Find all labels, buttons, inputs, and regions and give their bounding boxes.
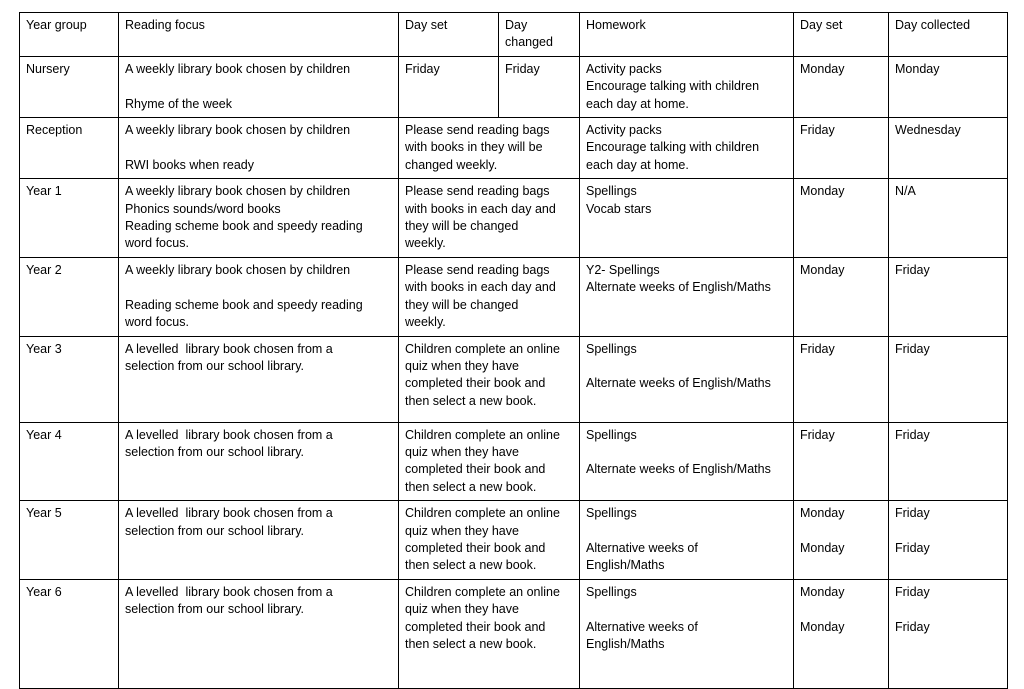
cell-text-line: Friday (895, 427, 930, 442)
cell-day-set-2 (794, 336, 889, 422)
cell-reading-focus (119, 501, 399, 580)
cell-year-group (20, 179, 119, 258)
column-header-homework (580, 13, 794, 57)
cell-text-line: with books in they will be (405, 140, 543, 155)
cell-text-line: Friday (895, 506, 930, 521)
cell-day-collected (889, 118, 1008, 179)
cell-text-line: each day at home. (586, 157, 689, 172)
cell-text-line: Activity packs (586, 61, 662, 76)
table-header (20, 13, 1008, 57)
cell-text-line: N/A (895, 184, 916, 199)
cell-day-set-1 (399, 501, 580, 580)
cell-text-line: word focus. (125, 315, 189, 330)
column-header-day-set-2 (794, 13, 889, 57)
cell-text-line: Day set (405, 18, 448, 32)
cell-text-line: Vocab stars (586, 201, 652, 216)
cell-text-line: selection from our school library. (125, 602, 305, 617)
cell-text-line: Children complete an online (405, 584, 560, 599)
table-body (20, 56, 1008, 688)
cell-text-line: Encourage talking with children (586, 79, 760, 94)
column-header-day-set-1 (399, 13, 499, 57)
cell-year-group (20, 422, 119, 501)
cell-text-line: Monday (800, 540, 845, 555)
cell-text-line: Spellings (586, 584, 637, 599)
cell-text-line: Day collected (895, 18, 971, 32)
cell-text-line: Rhyme of the week (125, 96, 232, 111)
cell-text-line (125, 139, 392, 156)
cell-homework (580, 118, 794, 179)
cell-text-line (895, 601, 1001, 618)
cell-text-line: A levelled library book chosen from a (125, 506, 333, 521)
column-header-year-group (20, 13, 119, 57)
cell-text-line: Year group (26, 18, 87, 32)
cell-text-line: Nursery (26, 61, 70, 76)
cell-text-line: English/Maths (586, 558, 665, 573)
cell-text-line: Alternative weeks of (586, 619, 698, 634)
cell-text-line: weekly. (405, 236, 446, 251)
cell-reading-focus (119, 579, 399, 688)
cell-text-line: then select a new book. (405, 636, 537, 651)
cell-year-group (20, 56, 119, 117)
cell-text-line: Monday (800, 262, 845, 277)
cell-text-line: Alternate weeks of English/Maths (586, 462, 771, 477)
cell-text-line: Monday (800, 506, 845, 521)
cell-text-line: Reading scheme book and speedy reading (125, 219, 363, 234)
cell-reading-focus (119, 336, 399, 422)
table-row (20, 179, 1008, 258)
cell-text-line: Friday (895, 540, 930, 555)
cell-day-set-1 (399, 257, 580, 336)
cell-text-line: Please send reading bags (405, 184, 550, 199)
cell-text-line: Monday (800, 61, 845, 76)
cell-text-line: Day (505, 18, 528, 32)
cell-text-line: Homework (586, 18, 646, 32)
cell-text-line: Friday (895, 341, 930, 356)
cell-day-collected (889, 257, 1008, 336)
cell-text-line: completed their book and (405, 462, 546, 477)
cell-year-group (20, 336, 119, 422)
cell-text-line: quiz when they have (405, 523, 519, 538)
cell-text-line: RWI books when ready (125, 157, 254, 172)
cell-text-line: Reception (26, 123, 83, 138)
cell-day-collected (889, 501, 1008, 580)
cell-text-line: changed weekly. (405, 157, 498, 172)
cell-day-set-2 (794, 501, 889, 580)
cell-text-line: selection from our school library. (125, 444, 305, 459)
cell-text-line: then select a new book. (405, 479, 537, 494)
cell-text-line: Please send reading bags (405, 262, 550, 277)
cell-day-set-2 (794, 179, 889, 258)
cell-text-line: quiz when they have (405, 358, 519, 373)
cell-text-line: Alternate weeks of English/Maths (586, 376, 771, 391)
cell-day-set-2 (794, 422, 889, 501)
cell-day-set-1 (399, 579, 580, 688)
cell-text-line: weekly. (405, 315, 446, 330)
cell-day-collected (889, 579, 1008, 688)
cell-homework (580, 501, 794, 580)
cell-day-set-1 (399, 422, 580, 501)
cell-day-set-1 (399, 179, 580, 258)
cell-homework (580, 179, 794, 258)
cell-homework (580, 257, 794, 336)
cell-text-line: A weekly library book chosen by children (125, 123, 351, 138)
cell-text-line: Monday (895, 61, 940, 76)
cell-text-line (586, 523, 787, 540)
cell-day-set-1 (399, 336, 580, 422)
cell-text-line: A weekly library book chosen by children (125, 262, 351, 277)
cell-text-line (125, 78, 392, 95)
cell-reading-focus (119, 422, 399, 501)
cell-text-line (586, 444, 787, 461)
cell-day-collected (889, 179, 1008, 258)
cell-text-line: Spellings (586, 506, 637, 521)
cell-text-line: Monday (800, 584, 845, 599)
cell-text-line: with books in each day and (405, 280, 556, 295)
cell-text-line (800, 601, 882, 618)
cell-day-changed (499, 56, 580, 117)
cell-text-line: Children complete an online (405, 427, 560, 442)
table-row (20, 501, 1008, 580)
cell-year-group (20, 257, 119, 336)
cell-text-line: Y2- Spellings (586, 262, 660, 277)
cell-text-line: Friday (895, 619, 930, 634)
cell-text-line: selection from our school library. (125, 358, 305, 373)
cell-text-line: Activity packs (586, 123, 662, 138)
cell-text-line: Reading scheme book and speedy reading (125, 297, 363, 312)
cell-text-line (586, 358, 787, 375)
table-row (20, 336, 1008, 422)
cell-text-line: word focus. (125, 236, 189, 251)
cell-day-set-2 (794, 579, 889, 688)
table-row (20, 257, 1008, 336)
reading-homework-overview-table (19, 12, 1008, 689)
cell-text-line: Reading focus (125, 18, 205, 32)
cell-text-line: A levelled library book chosen from a (125, 341, 333, 356)
cell-text-line: Monday (800, 619, 845, 634)
cell-text-line: Friday (895, 584, 930, 599)
cell-homework (580, 56, 794, 117)
cell-day-collected (889, 56, 1008, 117)
cell-day-set-2 (794, 257, 889, 336)
cell-text-line: Monday (800, 184, 845, 199)
cell-reading-focus (119, 56, 399, 117)
cell-reading-focus (119, 257, 399, 336)
cell-reading-focus (119, 118, 399, 179)
cell-text-line: Year 4 (26, 427, 62, 442)
cell-day-set-1 (399, 118, 580, 179)
cell-text-line: Spellings (586, 341, 637, 356)
cell-day-set-2 (794, 118, 889, 179)
table-row (20, 422, 1008, 501)
cell-text-line: Friday (800, 427, 835, 442)
cell-text-line: A levelled library book chosen from a (125, 584, 333, 599)
cell-year-group (20, 118, 119, 179)
cell-text-line: Phonics sounds/word books (125, 201, 281, 216)
cell-text-line: Friday (505, 61, 540, 76)
cell-day-collected (889, 336, 1008, 422)
cell-text-line: they will be changed (405, 219, 519, 234)
column-header-day-collected (889, 13, 1008, 57)
cell-text-line: changed (505, 35, 553, 50)
cell-text-line: selection from our school library. (125, 523, 305, 538)
cell-text-line: Children complete an online (405, 506, 560, 521)
cell-day-collected (889, 422, 1008, 501)
cell-text-line: with books in each day and (405, 201, 556, 216)
cell-text-line: then select a new book. (405, 558, 537, 573)
table-row (20, 56, 1008, 117)
column-header-day-changed (499, 13, 580, 57)
cell-text-line: Year 1 (26, 184, 62, 199)
table-header-row (20, 13, 1008, 57)
cell-text-line: completed their book and (405, 619, 546, 634)
cell-text-line: Spellings (586, 184, 637, 199)
cell-text-line: Please send reading bags (405, 123, 550, 138)
cell-text-line: quiz when they have (405, 602, 519, 617)
cell-text-line: Encourage talking with children (586, 140, 760, 155)
cell-text-line: Friday (895, 262, 930, 277)
cell-text-line: A levelled library book chosen from a (125, 427, 333, 442)
cell-text-line: they will be changed (405, 297, 519, 312)
cell-text-line: English/Maths (586, 636, 665, 651)
cell-year-group (20, 579, 119, 688)
cell-text-line (800, 523, 882, 540)
table-row (20, 118, 1008, 179)
cell-day-set-1 (399, 56, 499, 117)
cell-year-group (20, 501, 119, 580)
cell-text-line: Friday (800, 123, 835, 138)
cell-text-line: Wednesday (895, 123, 961, 138)
cell-day-set-2 (794, 56, 889, 117)
cell-homework (580, 422, 794, 501)
cell-text-line: Friday (405, 61, 440, 76)
cell-homework (580, 336, 794, 422)
cell-text-line: A weekly library book chosen by children (125, 61, 351, 76)
cell-text-line (586, 601, 787, 618)
cell-text-line: A weekly library book chosen by children (125, 184, 351, 199)
cell-text-line: Day set (800, 18, 843, 32)
cell-text-line (125, 279, 392, 296)
cell-text-line: then select a new book. (405, 393, 537, 408)
cell-text-line (895, 523, 1001, 540)
cell-text-line: quiz when they have (405, 444, 519, 459)
cell-text-line: Year 5 (26, 506, 62, 521)
cell-text-line: Alternative weeks of (586, 540, 698, 555)
table-row (20, 579, 1008, 688)
cell-text-line: Alternate weeks of English/Maths (586, 280, 771, 295)
cell-text-line: Children complete an online (405, 341, 560, 356)
cell-text-line: each day at home. (586, 96, 689, 111)
cell-text-line: completed their book and (405, 376, 546, 391)
cell-reading-focus (119, 179, 399, 258)
cell-text-line: Year 2 (26, 262, 62, 277)
column-header-reading-focus (119, 13, 399, 57)
cell-text-line: Spellings (586, 427, 637, 442)
cell-text-line: Friday (800, 341, 835, 356)
cell-text-line: completed their book and (405, 540, 546, 555)
cell-text-line: Year 3 (26, 341, 62, 356)
cell-homework (580, 579, 794, 688)
cell-text-line: Year 6 (26, 584, 62, 599)
